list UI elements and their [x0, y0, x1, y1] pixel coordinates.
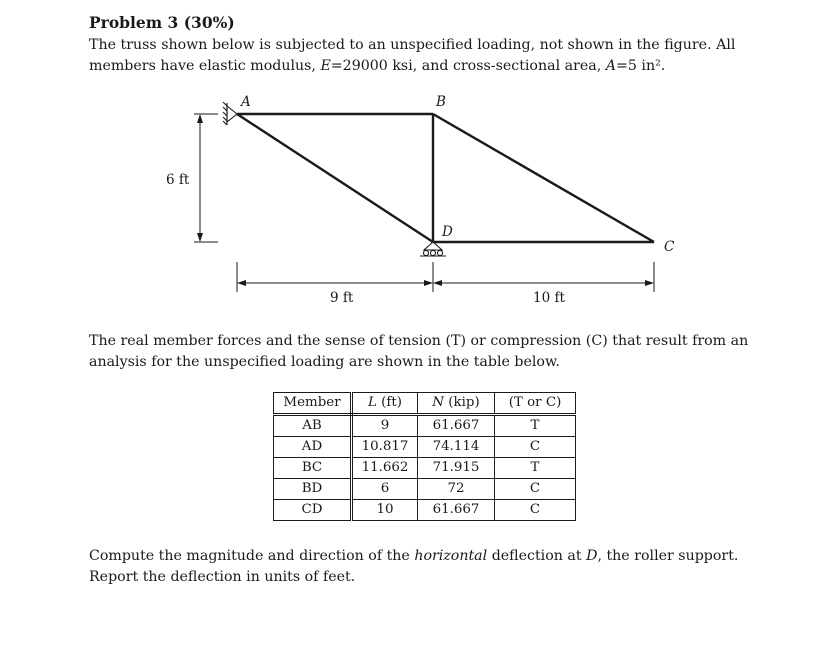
node-label-d: D — [442, 224, 453, 240]
cell-force: 71.915 — [418, 458, 495, 479]
member-bc — [433, 114, 654, 242]
cell-length: 10.817 — [352, 437, 418, 458]
table-header-row — [274, 393, 576, 415]
table-row — [274, 500, 576, 521]
cell-member: BD — [274, 479, 352, 500]
roller-support-d — [420, 242, 446, 256]
member-force-table — [273, 392, 576, 521]
height-label: 6 ft — [166, 172, 190, 188]
cell-sense: C — [495, 437, 576, 458]
cell-sense: C — [495, 500, 576, 521]
table-row — [274, 437, 576, 458]
cell-force: 72 — [418, 479, 495, 500]
question-text — [89, 546, 779, 588]
problem-heading: Problem 3 (30%) — [89, 13, 235, 32]
cell-force: 61.667 — [418, 500, 495, 521]
cell-length: 10 — [352, 500, 418, 521]
node-label-b: B — [436, 94, 446, 110]
cell-member: CD — [274, 500, 352, 521]
cell-sense: T — [495, 415, 576, 437]
header-member: Member — [274, 393, 352, 415]
pin-support-a — [223, 102, 237, 125]
cell-force: 74.114 — [418, 437, 495, 458]
question-line-2: Report the deflection in units of feet. — [89, 569, 356, 585]
cell-member: AD — [274, 437, 352, 458]
cell-length: 9 — [352, 415, 418, 437]
cell-member: AB — [274, 415, 352, 437]
table-row — [274, 415, 576, 437]
header-sense: (T or C) — [495, 393, 576, 415]
span-dimension — [237, 262, 654, 292]
cell-member: BC — [274, 458, 352, 479]
header-force: N (kip) — [418, 393, 495, 415]
cell-length: 11.662 — [352, 458, 418, 479]
cell-sense: T — [495, 458, 576, 479]
intro-line-2: members have elastic modulus, E=29000 ksi, and cross-sectional area, A=5 in². — [89, 58, 666, 74]
cell-sense: C — [495, 479, 576, 500]
table-intro-line-1: The real member forces and the sense of tension (T) or compression (C) that result from an — [89, 333, 749, 349]
table-intro — [89, 331, 779, 373]
header-length: L (ft) — [352, 393, 418, 415]
height-dimension — [194, 114, 218, 242]
cell-length: 6 — [352, 479, 418, 500]
table-intro-line-2: analysis for the unspecified loading are shown in the table below. — [89, 354, 560, 370]
table-row — [274, 479, 576, 500]
span-right-label: 10 ft — [533, 290, 565, 306]
question-line-1: Compute the magnitude and direction of the horizontal deflection at D, the roller support. — [89, 548, 739, 564]
node-label-a: A — [241, 94, 251, 110]
table-row — [274, 458, 576, 479]
cell-force: 61.667 — [418, 415, 495, 437]
span-left-label: 9 ft — [330, 290, 354, 306]
member-ad — [237, 114, 433, 242]
node-label-c: C — [664, 239, 675, 255]
intro-line-1: The truss shown below is subjected to an unspecified loading, not shown in the figure. All — [89, 37, 736, 53]
